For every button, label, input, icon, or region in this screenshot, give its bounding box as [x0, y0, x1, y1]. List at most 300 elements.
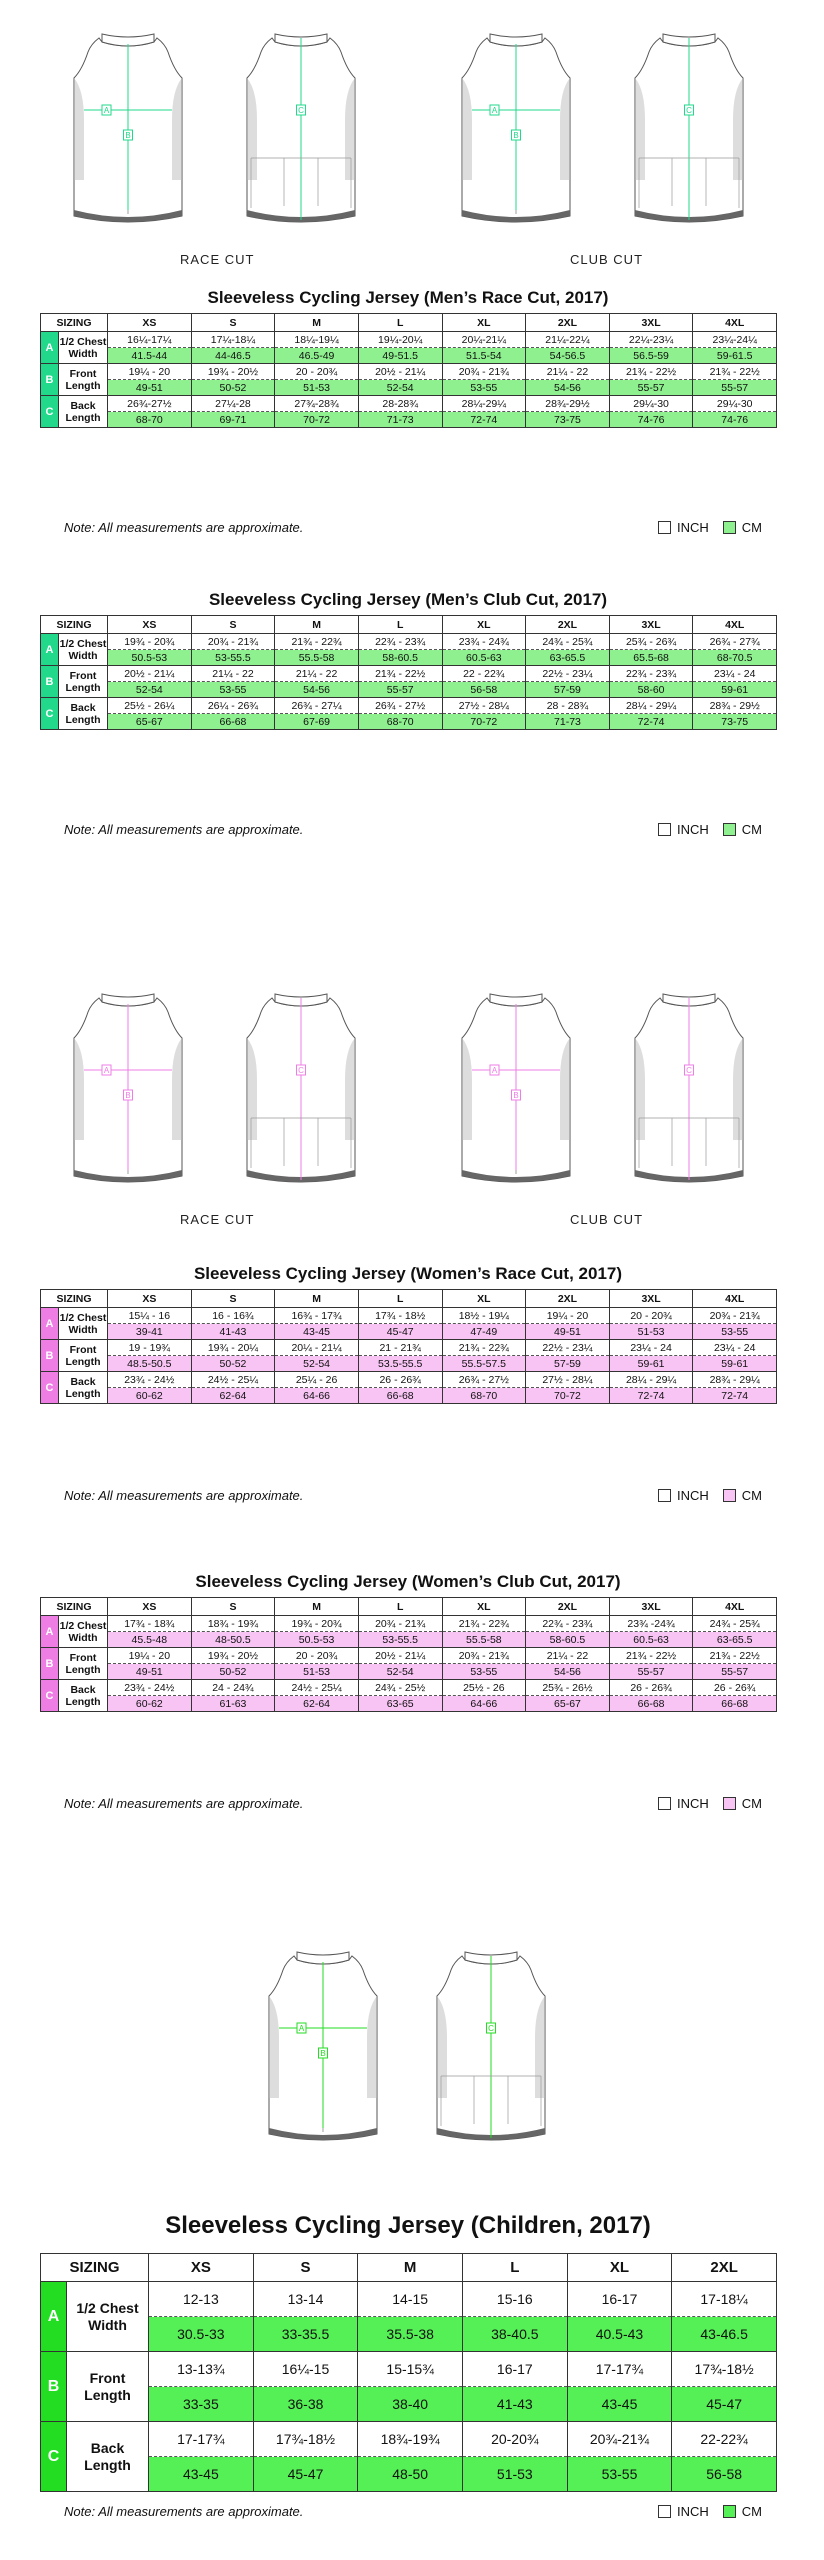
- cm-value: 59-61: [693, 682, 777, 698]
- size-header: 3XL: [609, 1598, 693, 1616]
- cm-value: 55.5-58: [275, 650, 359, 666]
- inch-value: 19¾ - 20½: [191, 1648, 275, 1664]
- size-header: 2XL: [526, 1598, 610, 1616]
- cm-value: 58-60: [609, 682, 693, 698]
- vest-outline: [247, 34, 355, 222]
- table-row: [41, 1632, 777, 1648]
- cm-value: 53-55: [442, 1664, 526, 1680]
- size-header: M: [275, 314, 359, 332]
- vest-outline: [635, 994, 743, 1182]
- section-title: Sleeveless Cycling Jersey (Women’s Club Cut, 2017): [195, 1572, 621, 1591]
- cm-value: 43-46.5: [672, 2317, 777, 2352]
- cm-value: 65-67: [108, 714, 192, 730]
- inch-value: 16-17: [567, 2282, 672, 2317]
- inch-value: 21 - 21¾: [358, 1340, 442, 1356]
- cm-value: 54-56: [526, 1664, 610, 1680]
- inch-value: 15-15¾: [358, 2352, 463, 2387]
- table-row: [41, 412, 777, 428]
- table-row: [41, 1616, 777, 1632]
- inch-value: 20¾ - 21¾: [693, 1308, 777, 1324]
- inch-value: 28¼ - 29¼: [609, 1372, 693, 1388]
- vest-outline: [635, 34, 743, 222]
- table-row: [41, 1340, 777, 1356]
- inch-value: 21¼ - 22: [526, 364, 610, 380]
- cm-value: 49-51: [526, 1324, 610, 1340]
- cm-value: 73-75: [526, 412, 610, 428]
- children-vest-front: [257, 1948, 389, 2153]
- row-letter: B: [41, 666, 59, 698]
- cm-value: 51-53: [609, 1324, 693, 1340]
- size-header: L: [358, 314, 442, 332]
- cm-value: 52-54: [358, 380, 442, 396]
- cm-value: 49-51.5: [358, 348, 442, 364]
- row-label: 1/2 Chest Width: [59, 1308, 108, 1340]
- inch-checkbox[interactable]: [658, 1489, 671, 1502]
- cm-value: 50-52: [191, 1356, 275, 1372]
- cm-value: 36-38: [253, 2387, 358, 2422]
- cm-value: 58-60.5: [358, 650, 442, 666]
- cm-value: 52-54: [108, 682, 192, 698]
- cm-value: 53-55.5: [191, 650, 275, 666]
- inch-value: 14-15: [358, 2282, 463, 2317]
- inch-label: INCH: [677, 1488, 709, 1503]
- inch-value: 28 - 28¾: [526, 698, 610, 714]
- row-letter: C: [41, 698, 59, 730]
- inch-value: 28-28¾: [358, 396, 442, 412]
- cm-value: 64-66: [275, 1388, 359, 1404]
- size-header: S: [191, 1598, 275, 1616]
- inch-value: 24¾ - 25½: [358, 1680, 442, 1696]
- inch-value: 24¾ - 25¾: [693, 1616, 777, 1632]
- cm-value: 66-68: [693, 1696, 777, 1712]
- table-row: [41, 1372, 777, 1388]
- vest-outline: [74, 994, 182, 1182]
- size-header: L: [358, 1598, 442, 1616]
- club-cut-label: CLUB CUT: [570, 1212, 644, 1227]
- size-header: XL: [442, 616, 526, 634]
- size-header: XL: [567, 2254, 672, 2282]
- cm-value: 63-65: [358, 1696, 442, 1712]
- inch-value: 26 - 26¾: [609, 1680, 693, 1696]
- header-row: [41, 2254, 777, 2282]
- size-header: XL: [442, 1598, 526, 1616]
- row-letter: B: [41, 1648, 59, 1680]
- cm-checkbox[interactable]: [723, 1797, 736, 1810]
- svg-text:A: A: [103, 1066, 110, 1075]
- cm-value: 50-52: [191, 380, 275, 396]
- svg-text:C: C: [686, 106, 692, 115]
- inch-value: 16¼-17¼: [108, 332, 192, 348]
- header-row: [41, 616, 777, 634]
- svg-text:C: C: [298, 106, 304, 115]
- inch-value: 23¼ - 24: [693, 666, 777, 682]
- inch-value: 24 - 24¾: [191, 1680, 275, 1696]
- cm-value: 54-56.5: [526, 348, 610, 364]
- inch-value: 18¾ - 19¾: [191, 1616, 275, 1632]
- cm-value: 59-61.5: [693, 348, 777, 364]
- size-header: S: [191, 314, 275, 332]
- inch-value: 20¾ - 21¾: [358, 1616, 442, 1632]
- inch-checkbox[interactable]: [658, 2505, 671, 2518]
- inch-value: 25¾ - 26¾: [609, 634, 693, 650]
- cm-value: 68-70: [358, 714, 442, 730]
- cm-value: 50.5-53: [275, 1632, 359, 1648]
- inch-value: 21¾ - 22¾: [442, 1616, 526, 1632]
- row-label: Back Length: [59, 1680, 108, 1712]
- inch-value: 23¾ - 24½: [108, 1372, 192, 1388]
- inch-value: 23¼ - 24: [693, 1340, 777, 1356]
- cm-checkbox[interactable]: [723, 823, 736, 836]
- cm-value: 63-65.5: [526, 650, 610, 666]
- cm-value: 41.5-44: [108, 348, 192, 364]
- row-letter: C: [41, 1372, 59, 1404]
- unit-legend: [658, 520, 762, 535]
- cm-value: 39-41: [108, 1324, 192, 1340]
- row-label: Back Length: [67, 2422, 149, 2492]
- vest-outline: [74, 34, 182, 222]
- table-row: [41, 2352, 777, 2387]
- size-header: 2XL: [526, 314, 610, 332]
- cm-value: 62-64: [275, 1696, 359, 1712]
- cm-value: 45-47: [253, 2457, 358, 2492]
- cm-value: 70-72: [275, 412, 359, 428]
- cm-value: 68-70: [108, 412, 192, 428]
- cm-value: 51-53: [462, 2457, 567, 2492]
- size-header: XS: [108, 1290, 192, 1308]
- cm-value: 54-56: [526, 380, 610, 396]
- inch-value: 20½ - 21¼: [358, 364, 442, 380]
- size-header: XS: [149, 2254, 254, 2282]
- sizing-header: SIZING: [41, 1598, 108, 1616]
- inch-value: 13-13¾: [149, 2352, 254, 2387]
- inch-value: 23¼ - 24: [609, 1340, 693, 1356]
- cm-value: 50-52: [191, 1664, 275, 1680]
- row-label: Back Length: [59, 698, 108, 730]
- svg-text:C: C: [686, 1066, 692, 1075]
- inch-value: 20 - 20¾: [275, 1648, 359, 1664]
- inch-value: 15-16: [462, 2282, 567, 2317]
- row-label: Front Length: [59, 1340, 108, 1372]
- inch-value: 19 - 19¾: [108, 1340, 192, 1356]
- inch-value: 26 - 26¾: [358, 1372, 442, 1388]
- cm-value: 74-76: [609, 412, 693, 428]
- row-letter: A: [41, 1616, 59, 1648]
- inch-checkbox[interactable]: [658, 521, 671, 534]
- inch-checkbox[interactable]: [658, 823, 671, 836]
- inch-value: 16¾ - 17¾: [275, 1308, 359, 1324]
- size-header: 3XL: [609, 1290, 693, 1308]
- inch-value: 17-17¾: [149, 2422, 254, 2457]
- inch-value: 20 - 20¾: [275, 364, 359, 380]
- size-header: M: [275, 1598, 359, 1616]
- cm-value: 56-58: [672, 2457, 777, 2492]
- svg-text:A: A: [103, 106, 110, 115]
- cm-value: 54-56: [275, 682, 359, 698]
- cm-value: 58-60.5: [526, 1632, 610, 1648]
- cm-value: 60.5-63: [442, 650, 526, 666]
- inch-value: 21¾ - 22¾: [275, 634, 359, 650]
- inch-value: 21¼ - 22: [526, 1648, 610, 1664]
- table-row: [41, 714, 777, 730]
- cm-value: 59-61: [609, 1356, 693, 1372]
- inch-value: 19¼ - 20: [108, 1648, 192, 1664]
- inch-value: 24¾ - 25¾: [526, 634, 610, 650]
- cm-value: 55-57: [693, 380, 777, 396]
- table-row: [41, 1648, 777, 1664]
- inch-value: 19¼ - 20: [108, 364, 192, 380]
- cm-value: 48-50.5: [191, 1632, 275, 1648]
- inch-value: 15¼ - 16: [108, 1308, 192, 1324]
- inch-label: INCH: [677, 1796, 709, 1811]
- inch-value: 27½ - 28¼: [442, 698, 526, 714]
- inch-value: 20½ - 21¼: [358, 1648, 442, 1664]
- inch-value: 28¼-29¼: [442, 396, 526, 412]
- vest-outline: [247, 994, 355, 1182]
- row-label: 1/2 Chest Width: [67, 2282, 149, 2352]
- cm-value: 70-72: [526, 1388, 610, 1404]
- row-label: Front Length: [67, 2352, 149, 2422]
- cm-value: 33-35: [149, 2387, 254, 2422]
- inch-value: 26¾ - 27¾: [693, 634, 777, 650]
- size-header: 4XL: [693, 1598, 777, 1616]
- cm-value: 48-50: [358, 2457, 463, 2492]
- cm-value: 49-51: [108, 1664, 192, 1680]
- inch-value: 27¼-28: [191, 396, 275, 412]
- cm-value: 55-57: [358, 682, 442, 698]
- inch-value: 20¼ - 21¼: [275, 1340, 359, 1356]
- men-club-vest-back: [623, 30, 755, 235]
- svg-text:C: C: [298, 1066, 304, 1075]
- inch-value: 28¼ - 29¼: [609, 698, 693, 714]
- section-title: Sleeveless Cycling Jersey (Women’s Race Cut, 2017): [193, 1264, 623, 1283]
- svg-text:B: B: [125, 131, 131, 140]
- inch-value: 26 - 26¾: [693, 1680, 777, 1696]
- inch-value: 26¼ - 26¾: [191, 698, 275, 714]
- cm-value: 44-46.5: [191, 348, 275, 364]
- marker-b: [319, 2048, 328, 2058]
- cm-value: 38-40: [358, 2387, 463, 2422]
- marker-a: [490, 1065, 499, 1075]
- size-header: L: [462, 2254, 567, 2282]
- row-label: Back Length: [59, 1372, 108, 1404]
- row-letter: B: [41, 1340, 59, 1372]
- inch-value: 23¾ - 24½: [108, 1680, 192, 1696]
- inch-value: 21¼ - 22: [191, 666, 275, 682]
- inch-value: 20¾ - 21¾: [191, 634, 275, 650]
- unit-legend: [658, 1488, 762, 1503]
- inch-checkbox[interactable]: [658, 1797, 671, 1810]
- row-letter: A: [41, 634, 59, 666]
- marker-a: [297, 2023, 306, 2033]
- cm-value: 57-59: [526, 1356, 610, 1372]
- inch-value: 19¾ - 20¾: [275, 1616, 359, 1632]
- inch-value: 20¾ - 21¾: [442, 364, 526, 380]
- cm-value: 57-59: [526, 682, 610, 698]
- marker-c: [685, 1065, 694, 1075]
- table-row: [41, 1308, 777, 1324]
- cm-label: CM: [741, 2504, 762, 2519]
- cm-value: 55-57: [693, 1664, 777, 1680]
- cm-checkbox[interactable]: [723, 2505, 736, 2518]
- cm-value: 72-74: [442, 412, 526, 428]
- inch-value: 26¾ - 27½: [442, 1372, 526, 1388]
- svg-text:A: A: [491, 1066, 498, 1075]
- inch-value: 22 - 22¾: [442, 666, 526, 682]
- vest-outline: [437, 1952, 545, 2140]
- table-row: [41, 364, 777, 380]
- cm-value: 43-45: [149, 2457, 254, 2492]
- inch-value: 17¾-18½: [672, 2352, 777, 2387]
- race-cut-label: RACE CUT: [180, 252, 255, 267]
- inch-value: 29¼-30: [693, 396, 777, 412]
- women-race-vest-back: [235, 990, 367, 1195]
- marker-b: [512, 130, 521, 140]
- svg-text:A: A: [298, 2024, 305, 2033]
- cm-value: 45.5-48: [108, 1632, 192, 1648]
- cm-value: 66-68: [609, 1696, 693, 1712]
- cm-value: 53-55: [693, 1324, 777, 1340]
- unit-legend: [658, 1796, 762, 1811]
- sizing-header: SIZING: [41, 616, 108, 634]
- row-letter: A: [41, 2282, 67, 2352]
- cm-value: 56.5-59: [609, 348, 693, 364]
- row-letter: C: [41, 1680, 59, 1712]
- size-header: M: [275, 616, 359, 634]
- cm-value: 38-40.5: [462, 2317, 567, 2352]
- table-row: [41, 380, 777, 396]
- inch-value: 16 - 16¾: [191, 1308, 275, 1324]
- row-letter: A: [41, 332, 59, 364]
- inch-value: 27¾-28¾: [275, 396, 359, 412]
- table-row: [41, 2387, 777, 2422]
- cm-value: 73-75: [693, 714, 777, 730]
- race-cut-label: RACE CUT: [180, 1212, 255, 1227]
- table-row: [41, 2457, 777, 2492]
- inch-value: 23¾ -24¾: [609, 1616, 693, 1632]
- cm-value: 40.5-43: [567, 2317, 672, 2352]
- marker-a: [490, 105, 499, 115]
- men-race-vest-back: [235, 30, 367, 235]
- inch-value: 28¾-29½: [526, 396, 610, 412]
- row-label: Front Length: [59, 666, 108, 698]
- size-header: S: [191, 616, 275, 634]
- cm-value: 68-70: [442, 1388, 526, 1404]
- table-row: [41, 698, 777, 714]
- cm-value: 53.5-55.5: [358, 1356, 442, 1372]
- cm-checkbox[interactable]: [723, 1489, 736, 1502]
- cm-value: 53-55: [442, 380, 526, 396]
- cm-value: 66-68: [358, 1388, 442, 1404]
- table-row: [41, 348, 777, 364]
- size-header: XS: [108, 314, 192, 332]
- table-row: [41, 2282, 777, 2317]
- inch-value: 19¾ - 20¾: [108, 634, 192, 650]
- table-row: [41, 634, 777, 650]
- cm-value: 47-49: [442, 1324, 526, 1340]
- note: Note: All measurements are approximate.: [64, 1796, 304, 1811]
- inch-label: INCH: [677, 2504, 709, 2519]
- cm-value: 60.5-63: [609, 1632, 693, 1648]
- cm-value: 55-57: [609, 1664, 693, 1680]
- section-title: Sleeveless Cycling Jersey (Men’s Race Cut, 2017): [207, 288, 609, 307]
- inch-value: 26¾-27½: [108, 396, 192, 412]
- inch-value: 21¾ - 22½: [609, 1648, 693, 1664]
- table-row: [41, 1388, 777, 1404]
- inch-value: 22¼-23¼: [609, 332, 693, 348]
- marker-c: [297, 1065, 306, 1075]
- marker-b: [124, 130, 133, 140]
- inch-value: 25¾ - 26½: [526, 1680, 610, 1696]
- inch-value: 28¾ - 29¼: [693, 1372, 777, 1388]
- marker-a: [102, 105, 111, 115]
- cm-value: 43-45: [567, 2387, 672, 2422]
- cm-value: 59-61: [693, 1356, 777, 1372]
- table-row: [41, 1324, 777, 1340]
- size-header: 4XL: [693, 1290, 777, 1308]
- cm-value: 66-68: [191, 714, 275, 730]
- sizing-header: SIZING: [41, 1290, 108, 1308]
- size-header: S: [253, 2254, 358, 2282]
- size-header: XL: [442, 314, 526, 332]
- cm-label: CM: [741, 1488, 762, 1503]
- size-header: XL: [442, 1290, 526, 1308]
- cm-value: 52-54: [275, 1356, 359, 1372]
- cm-checkbox[interactable]: [723, 521, 736, 534]
- size-header: 3XL: [609, 314, 693, 332]
- section-title: Sleeveless Cycling Jersey (Children, 2017): [165, 2212, 651, 2239]
- header-row: [41, 1598, 777, 1616]
- size-header: 2XL: [672, 2254, 777, 2282]
- row-label: Front Length: [59, 364, 108, 396]
- row-letter: C: [41, 396, 59, 428]
- inch-value: 16¼-15: [253, 2352, 358, 2387]
- men-club-table: [40, 615, 777, 730]
- children-table: [40, 2253, 777, 2492]
- cm-value: 71-73: [358, 412, 442, 428]
- section-title: Sleeveless Cycling Jersey (Men’s Club Cut, 2017): [208, 590, 608, 609]
- note: Note: All measurements are approximate.: [64, 520, 304, 535]
- inch-value: 17-17¾: [567, 2352, 672, 2387]
- vest-outline: [462, 994, 570, 1182]
- inch-value: 17¾ - 18½: [358, 1308, 442, 1324]
- sizing-header: SIZING: [41, 314, 108, 332]
- inch-value: 19¼-20¼: [358, 332, 442, 348]
- size-header: M: [358, 2254, 463, 2282]
- inch-value: 21¾ - 22½: [609, 364, 693, 380]
- svg-text:B: B: [513, 131, 519, 140]
- cm-value: 43-45: [275, 1324, 359, 1340]
- inch-value: 21¾ - 22¾: [442, 1340, 526, 1356]
- size-header: 2XL: [526, 616, 610, 634]
- row-label: Back Length: [59, 396, 108, 428]
- cm-value: 62-64: [191, 1388, 275, 1404]
- inch-value: 12-13: [149, 2282, 254, 2317]
- unit-legend: [658, 2504, 762, 2519]
- marker-c: [685, 105, 694, 115]
- inch-value: 17¼-18¼: [191, 332, 275, 348]
- cm-value: 67-69: [275, 714, 359, 730]
- cm-value: 53-55.5: [358, 1632, 442, 1648]
- cm-value: 51-53: [275, 380, 359, 396]
- table-row: [41, 2317, 777, 2352]
- cm-value: 65-67: [526, 1696, 610, 1712]
- size-header: S: [191, 1290, 275, 1308]
- club-cut-label: CLUB CUT: [570, 252, 644, 267]
- inch-value: 22-22¾: [672, 2422, 777, 2457]
- row-label: 1/2 Chest Width: [59, 634, 108, 666]
- inch-value: 29¼-30: [609, 396, 693, 412]
- size-header: 4XL: [693, 314, 777, 332]
